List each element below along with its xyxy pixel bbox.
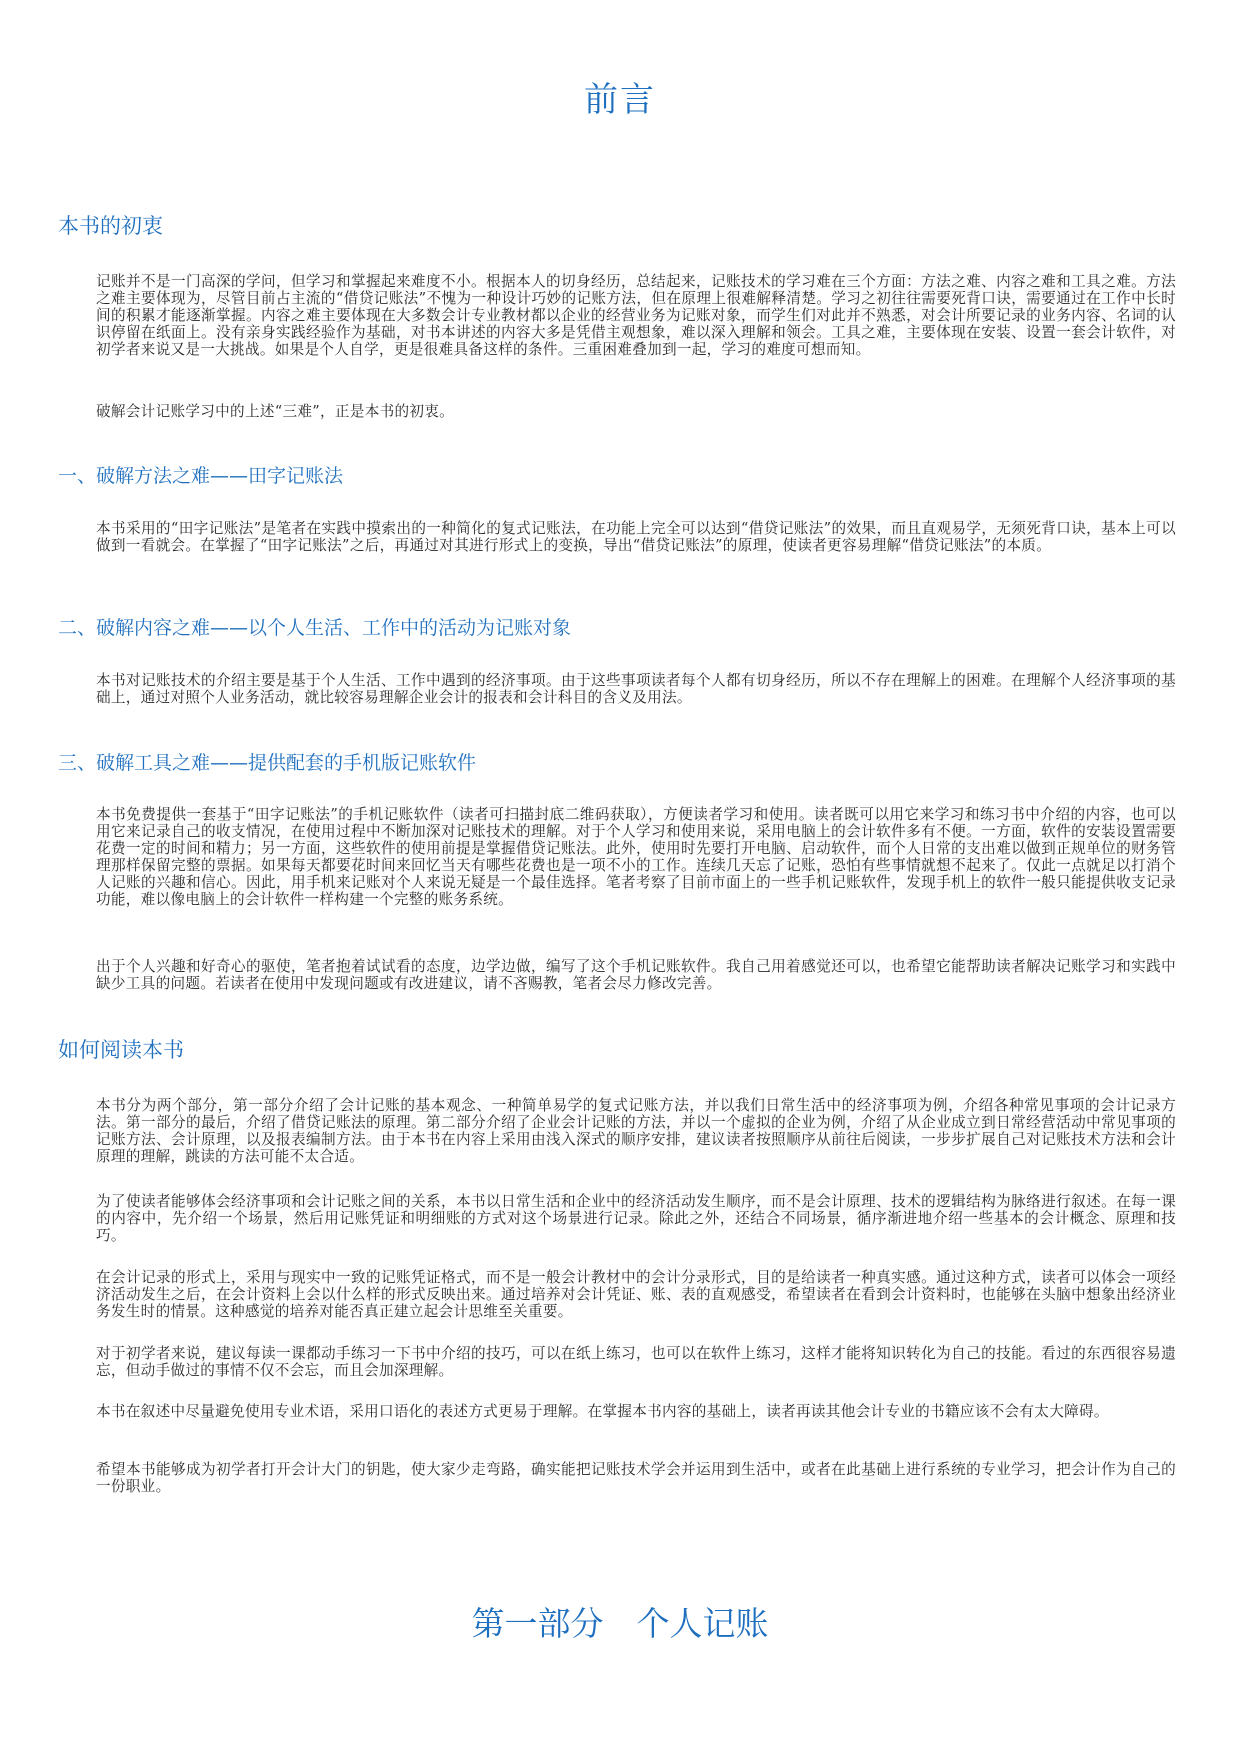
paragraph: 在会计记录的形式上，采用与现实中一致的记账凭证格式，而不是一般会计教材中的会计分录形式，目的是给读者一种真实感。通过这种方式，读者可以体会一项经济活动发生之后，在会计资料上会以什么样的形式反映出来。通过培养对会计凭证、账、表的直观感受，希望读者在看到会计资料时，也能够在头脑中想象出经济业务发生时的情景。这种感觉的培养对能否真正建立起会计思维至关重要。 — [96, 1269, 1176, 1320]
paragraph: 破解会计记账学习中的上述“三难”，正是本书的初衷。 — [96, 403, 455, 420]
paragraph: 本书对记账技术的介绍主要是基于个人生活、工作中遇到的经济事项。由于这些事项读者每个人都有切身经历，所以不存在理解上的困难。在理解个人经济事项的基础上，通过对照个人业务活动，就比较容易理解企业会计的报表和会计科目的含义及用法。 — [96, 672, 1176, 706]
paragraph: 本书分为两个部分，第一部分介绍了会计记账的基本观念、一种简单易学的复式记账方法，并以我们日常生活中的经济事项为例，介绍各种常见事项的会计记录方法。第一部分的最后，介绍了借贷记账法的原理。第二部分介绍了企业会计记账的方法，并以一个虚拟的企业为例，介绍了从企业成立到日常经营活动中常见事项的记账方法、会计原理，以及报表编制方法。由于本书在内容上采用由浅入深式的顺序安排，建议读者按照顺序从前往后阅读，一步步扩展自己对记账技术方法和会计原理的理解，跳读的方法可能不太合适。 — [96, 1097, 1176, 1165]
paragraph: 为了使读者能够体会经济事项和会计记账之间的关系，本书以日常生活和企业中的经济活动发生顺序，而不是会计原理、技术的逻辑结构为脉络进行叙述。在每一课的内容中，先介绍一个场景，然后用记账凭证和明细账的方式对这个场景进行记录。除此之外，还结合不同场景，循序渐进地介绍一些基本的会计概念、原理和技巧。 — [96, 1193, 1176, 1244]
page-title: 前言 — [584, 80, 656, 120]
paragraph: 出于个人兴趣和好奇心的驱使，笔者抱着试试看的态度，边学边做，编写了这个手机记账软件。我自己用着感觉还可以，也希望它能帮助读者解决记账学习和实践中缺少工具的问题。若读者在使用中发现问题或有改进建议，请不吝赐教，笔者会尽力修改完善。 — [96, 958, 1176, 992]
paragraph: 本书免费提供一套基于“田字记账法”的手机记账软件（读者可扫描封底二维码获取），方便读者学习和使用。读者既可以用它来学习和练习书中介绍的内容，也可以用它来记录自己的收支情况，在使用过程中不断加深对记账技术的理解。对于个人学习和使用来说，采用电脑上的会计软件多有不便。一方面，软件的安装设置需要花费一定的时间和精力；另一方面，这些软件的使用前提是掌握借贷记账法。此外，使用时先要打开电脑、启动软件，而个人日常的支出难以做到正规单位的财务管理那样保留完整的票据。如果每天都要花时间来回忆当天有哪些花费也是一项不小的工作。连续几天忘了记账，恐怕有些事情就想不起来了。仅此一点就足以打消个人记账的兴趣和信心。因此，用手机来记账对个人来说无疑是一个最佳选择。笔者考察了目前市面上的一些手机记账软件，发现手机上的软件一般只能提供收支记录功能，难以像电脑上的会计软件一样构建一个完整的账务系统。 — [96, 806, 1176, 908]
section-heading-how-to-read: 如何阅读本书 — [58, 1038, 184, 1062]
paragraph: 本书在叙述中尽量避免使用专业术语，采用口语化的表述方式更易于理解。在掌握本书内容的基础上，读者再读其他会计专业的书籍应该不会有太大障碍。 — [96, 1403, 1109, 1420]
section-heading-method: 一、破解方法之难——田字记账法 — [58, 465, 344, 487]
paragraph: 记账并不是一门高深的学问，但学习和掌握起来难度不小。根据本人的切身经历，总结起来，记账技术的学习难在三个方面：方法之难、内容之难和工具之难。方法之难主要体现为，尽管目前占主流的“借贷记账法”不愧为一种设计巧妙的记账方法，但在原理上很难解释清楚。学习之初往往需要死背口诀，需要通过在工作中长时间的积累才能逐渐掌握。内容之难主要体现在大多数会计专业教材都以企业的经营业务为记账对象，而学生们对此并不熟悉，对会计所要记录的业务内容、名词的认识停留在纸面上。没有亲身实践经验作为基础，对书本讲述的内容大多是凭借主观想象，难以深入理解和领会。工具之难，主要体现在安装、设置一套会计软件，对初学者来说又是一大挑战。如果是个人自学，更是很难具备这样的条件。三重困难叠加到一起，学习的难度可想而知。 — [96, 273, 1176, 358]
paragraph: 希望本书能够成为初学者打开会计大门的钥匙，使大家少走弯路，确实能把记账技术学会并运用到生活中，或者在此基础上进行系统的专业学习，把会计作为自己的一份职业。 — [96, 1461, 1176, 1495]
section-heading-purpose: 本书的初衷 — [58, 214, 163, 238]
section-heading-tools: 三、破解工具之难——提供配套的手机版记账软件 — [58, 752, 477, 774]
section-heading-content: 二、破解内容之难——以个人生活、工作中的活动为记账对象 — [58, 617, 572, 639]
paragraph: 本书采用的“田字记账法”是笔者在实践中摸索出的一种简化的复式记账法，在功能上完全可以达到“借贷记账法”的效果，而且直观易学，无须死背口诀，基本上可以做到一看就会。在掌握了“田字记账法”之后，再通过对其进行形式上的变换，导出“借贷记账法”的原理，使读者更容易理解“借贷记账法”的本质。 — [96, 520, 1176, 554]
paragraph: 对于初学者来说，建议每读一课都动手练习一下书中介绍的技巧，可以在纸上练习，也可以在软件上练习，这样才能将知识转化为自己的技能。看过的东西很容易遗忘，但动手做过的事情不仅不会忘，而且会加深理解。 — [96, 1345, 1176, 1379]
part-title: 第一部分 个人记账 — [471, 1604, 769, 1643]
